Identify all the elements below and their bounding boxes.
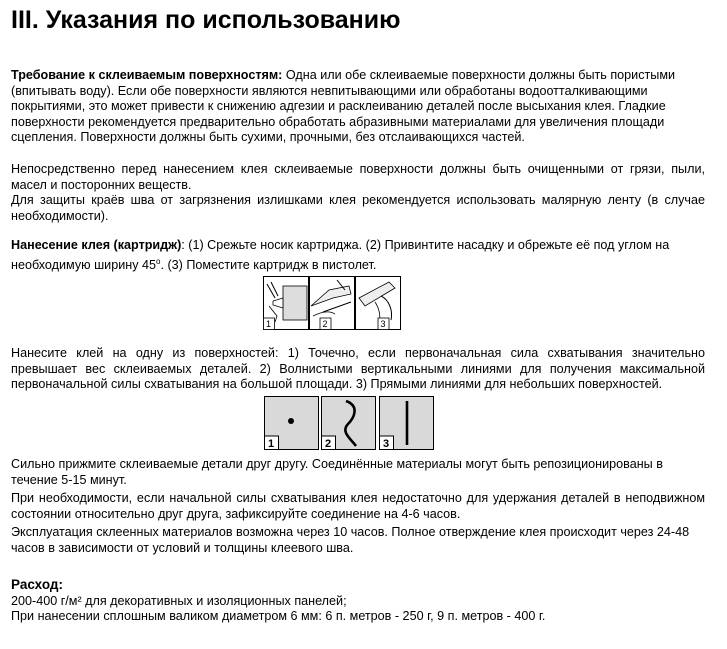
surfaces-heading: Требование к склеиваемым поверхностям: (11, 68, 283, 82)
figure1-label-3: 3 (380, 319, 386, 329)
figure1-label-2: 2 (322, 319, 328, 329)
line-pattern-panel (380, 397, 434, 451)
fix-paragraph: При необходимости, если начальной силы схватывания клея недостаточно для удержания деталей в неподвижном состоянии относительно друг друга, зафиксируйте соединение на 4-6 часов. (11, 491, 705, 521)
figure2-label-1: 1 (268, 438, 275, 450)
surfaces-paragraph (11, 68, 705, 146)
attach-nozzle-illustration (310, 277, 355, 330)
dot-pattern-mark (288, 418, 294, 424)
application-text: : (1) Срежьте носик картриджа. (2) Привинтите насадку и обрежьте её под углом на необходимую ширину 45 (11, 238, 670, 272)
dot-pattern-panel (265, 397, 319, 451)
application-text-end: . (3) Поместите картридж в пистолет. (160, 257, 377, 272)
application-patterns-figure (264, 396, 434, 450)
consumption-line-2: При нанесении сплошным валиком диаметром 6 мм: 6 п. метров - 250 г, 9 п. метров - 400 г. (11, 609, 546, 623)
press-paragraph: Сильно прижмите склеиваемые детали друг другу. Соединённые материалы могут быть репозиционированы в течение 5-15 минут. (11, 457, 663, 487)
cleaning-paragraph: Непосредственно перед нанесением клея склеиваемые поверхности должны быть очищенными от грязи, пыли, масел и посторонних веществ. (11, 162, 705, 192)
insert-gun-illustration (356, 277, 401, 330)
figure1-label-1: 1 (266, 319, 272, 329)
wave-pattern-panel (322, 397, 376, 451)
cut-nozzle-illustration (264, 277, 309, 330)
apply-paragraph: Нанесите клей на одну из поверхностей: 1) Точечно, если первоначальная сила схватывания значительно превышает вес склеиваемых деталей. 2) Волнистыми вертикальными линиями для получения максимальной первоначальной силы схватывания на большой площади. 3) Прямыми линиями для небольших поверхностей. (11, 346, 705, 392)
cartridge-steps-figure (263, 276, 401, 330)
degree-mark: o (156, 256, 161, 266)
consumption-heading: Расход: (11, 577, 63, 592)
tape-paragraph: Для защиты краёв шва от загрязнения излишками клея рекомендуется использовать малярную ленту (в случае необходимости). (11, 193, 705, 223)
consumption-line-1: 200-400 г/м² для декоративных и изоляционных панелей; (11, 594, 347, 608)
figure2-label-3: 3 (383, 438, 390, 450)
application-heading: Нанесение клея (картридж) (11, 238, 182, 252)
surfaces-text: Одна или обе склеиваемые поверхности должны быть пористыми (впитывать воду). Если обе поверхности являются невпитывающими или обработаны водоотталкивающими покрытиями, это может привести к снижению адгезии и расклеиванию деталей после высыхания клея. Гладкие поверхности рекомендуется предварительно обработать абразивными материалами для увеличения площади сцепления. Поверхности должны быть сухими, прочными, без отслаивающихся частей. (11, 68, 676, 145)
application-paragraph (11, 238, 705, 273)
curing-paragraph: Эксплуатация склеенных материалов возможна через 10 часов. Полное отверждение клея происходит через 24-48 часов в зависимости от условий и толщины клеевого шва. (11, 525, 690, 555)
figure2-label-2: 2 (325, 438, 332, 450)
page-title: III. Указания по использованию (11, 6, 401, 34)
